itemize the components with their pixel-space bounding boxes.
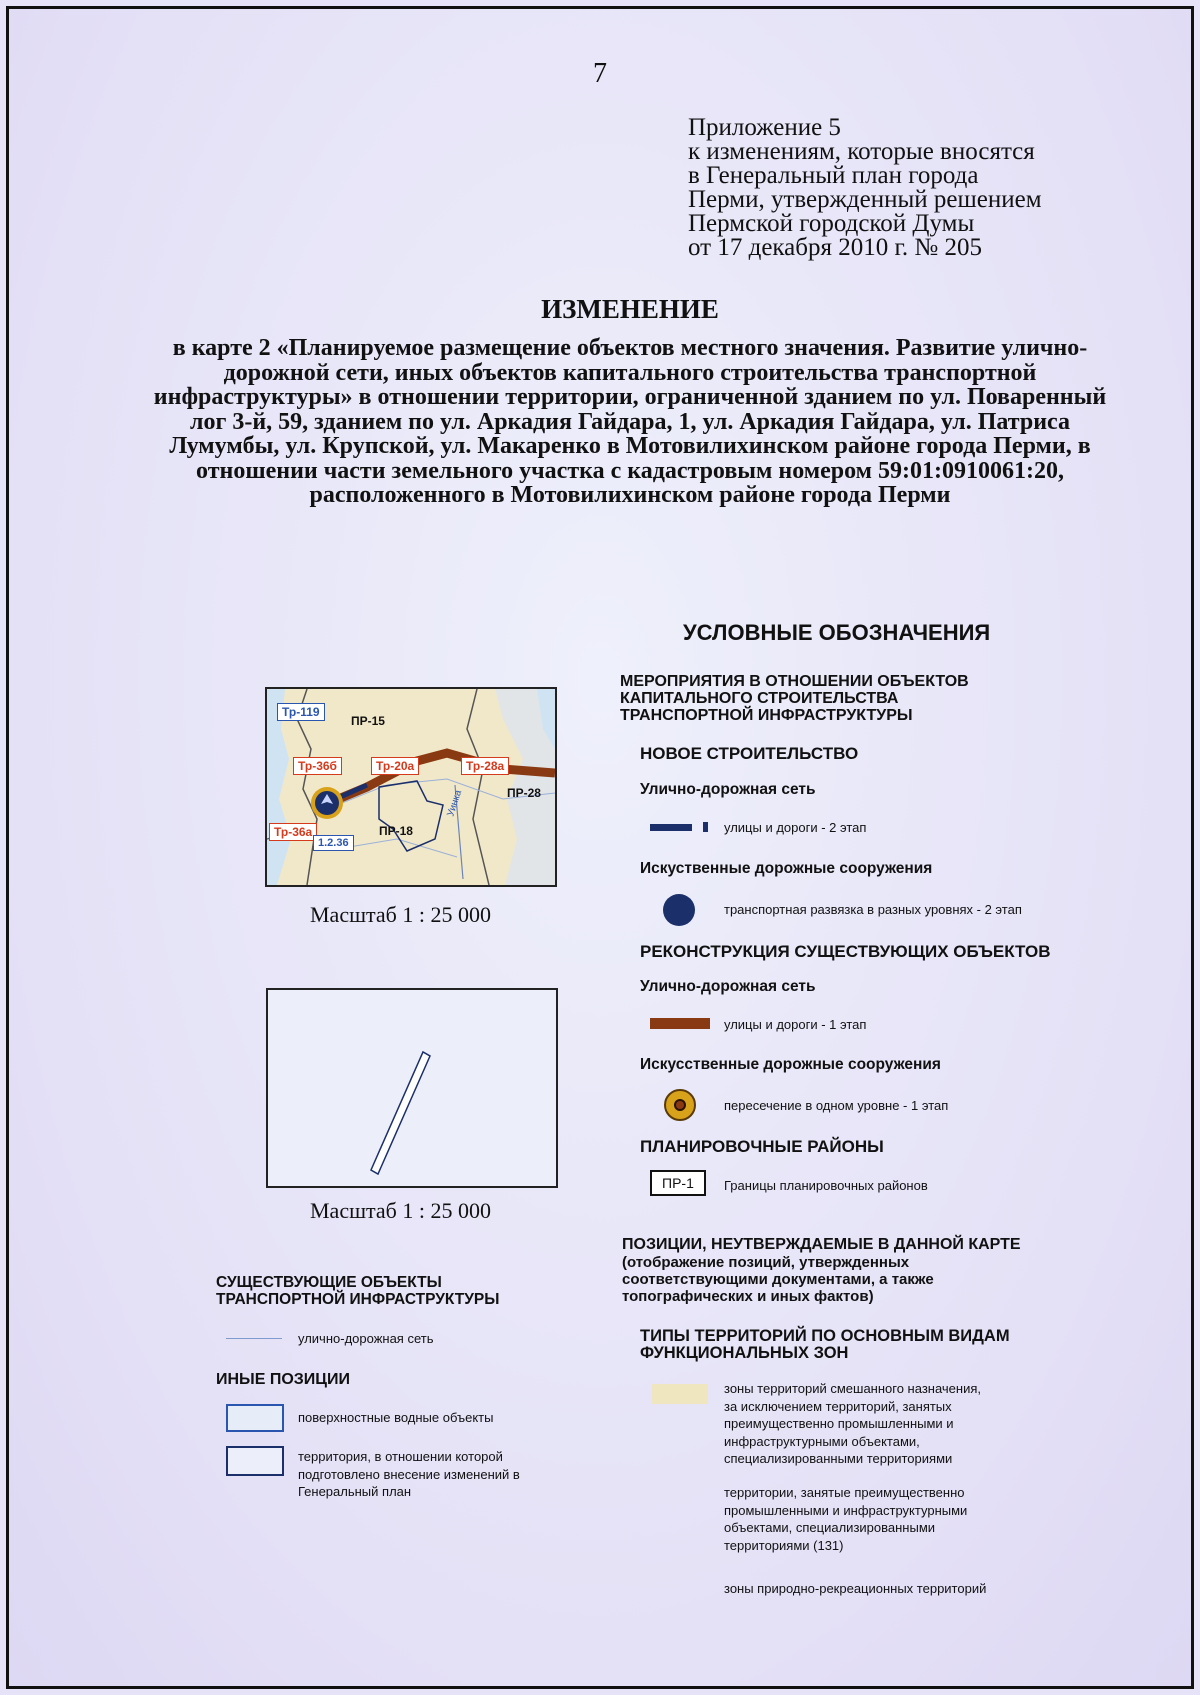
document-subtitle: в карте 2 «Планируемое размещение объектов местного значения. Развитие улично-дорожной сети, иных объектов капитального строительства транспортной инфраструктуры» в отношении территории, ограниченной зданием по ул. Поваренный лог 3-й, 59, зданием по ул. Аркадия Гайдара, 1, ул. Аркадия Гайдара, ул. Патриса Лумумбы, ул. Крупской, ул. Макаренко в Мотовилихинском районе города Перми, в отношении части земельного участка с кадастровым номером 59:01:0910061:20, расположенного в Мотовилихинском районе города Перми	[153, 335, 1107, 508]
label-code: 1.2.36	[313, 835, 354, 851]
interchange-icon	[663, 894, 695, 926]
legend-existing-network: улично-дорожная сеть	[298, 1331, 434, 1346]
appendix-line: Перми, утвержденный решением	[688, 186, 1042, 213]
legend-positions-heading: ПОЗИЦИИ, НЕУТВЕРЖДАЕМЫЕ В ДАННОЙ КАРТЕ	[622, 1236, 1021, 1253]
legend-artificial-structures: Искуственные дорожные сооружения	[640, 860, 933, 877]
legend-change-territory-swatch	[226, 1446, 284, 1476]
intersection-icon	[664, 1089, 696, 1121]
appendix-line: Пермской городской Думы	[688, 210, 975, 237]
map-scale: Масштаб 1 : 25 000	[310, 902, 491, 927]
legend-road-stage2-swatch	[703, 822, 708, 832]
legend-artificial-structures: Искусственные дорожные сооружения	[640, 1056, 941, 1073]
legend-road-stage2-swatch	[650, 824, 692, 831]
legend-interchange: транспортная развязка в разных уровнях - 2 этап	[724, 902, 1022, 917]
label-tr28a: Тр-28а	[461, 757, 509, 775]
legend-intersection: пересечение в одном уровне - 1 этап	[724, 1098, 949, 1113]
legend-recreation-zones: зоны природно-рекреационных территорий	[724, 1581, 987, 1596]
legend-industrial-zones: территории, занятые преимущественно промышленными и инфраструктурными объектами, специализированными территориями (131)	[724, 1485, 968, 1553]
legend-new-construction: НОВОЕ СТРОИТЕЛЬСТВО	[640, 744, 859, 763]
appendix-line: к изменениям, которые вносятся	[688, 138, 1035, 165]
label-pr15: ПР-15	[351, 714, 385, 728]
legend-planning-districts: ПЛАНИРОВОЧНЫЕ РАЙОНЫ	[640, 1137, 884, 1156]
legend-other-positions: ИНЫЕ ПОЗИЦИИ	[216, 1371, 350, 1388]
label-tr36a: Тр-36а	[269, 823, 317, 841]
legend-street-network: Улично-дорожная сеть	[640, 978, 816, 995]
legend-water-swatch	[226, 1404, 284, 1432]
legend-territory-types: ТИПЫ ТЕРРИТОРИЙ ПО ОСНОВНЫМ ВИДАМ ФУНКЦИОНАЛЬНЫХ ЗОН	[640, 1327, 1010, 1362]
label-tr119: Тр-119	[277, 703, 325, 721]
legend-title: УСЛОВНЫЕ ОБОЗНАЧЕНИЯ	[683, 620, 991, 645]
label-tr20a: Тр-20а	[371, 757, 419, 775]
label-tr36b: Тр-36б	[293, 757, 342, 775]
legend-reconstruction: РЕКОНСТРУКЦИЯ СУЩЕСТВУЮЩИХ ОБЪЕКТОВ	[640, 942, 1051, 961]
legend-streets-stage2: улицы и дороги - 2 этап	[724, 820, 867, 835]
map-scale: Масштаб 1 : 25 000	[310, 1198, 491, 1223]
legend-measures-heading: МЕРОПРИЯТИЯ В ОТНОШЕНИИ ОБЪЕКТОВ КАПИТАЛЬНОГО СТРОИТЕЛЬСТВА ТРАНСПОРТНОЙ ИНФРАСТРУКТУРЫ	[620, 673, 969, 724]
map-fragment-current	[265, 687, 557, 887]
map-fragment-changed	[266, 988, 558, 1188]
legend-road-stage1-swatch	[650, 1018, 710, 1029]
page-number: 7	[593, 58, 607, 89]
legend-pr-boundaries: Границы планировочных районов	[724, 1178, 928, 1193]
legend-existing-heading: СУЩЕСТВУЮЩИЕ ОБЪЕКТЫ ТРАНСПОРТНОЙ ИНФРАСТРУКТУРЫ	[216, 1274, 500, 1308]
legend-existing-network-swatch	[226, 1338, 282, 1339]
legend-pr-badge: ПР-1	[650, 1170, 706, 1196]
appendix-line: от 17 декабря 2010 г. № 205	[688, 234, 983, 261]
legend-mixed-zones: зоны территорий смешанного назначения, за исключением территорий, занятых преимущественно промышленными и инфраструктурными объектами, специализированными территориями	[724, 1381, 981, 1466]
legend-street-network: Улично-дорожная сеть	[640, 781, 816, 798]
legend-change-territory: территория, в отношении которой подготовлено внесение изменений в Генеральный план	[298, 1449, 520, 1499]
appendix-line: Приложение 5	[688, 114, 841, 141]
appendix-line: в Генеральный план города	[688, 162, 979, 189]
svg-text:Уинка: Уинка	[445, 788, 465, 818]
legend-positions-note: (отображение позиций, утвержденных соответствующими документами, а также топографических и иных фактов)	[622, 1254, 934, 1305]
appendix-block	[688, 116, 1042, 260]
map-drawing	[268, 990, 556, 1186]
legend-water-objects: поверхностные водные объекты	[298, 1410, 494, 1425]
label-pr18: ПР-18	[379, 824, 413, 838]
legend-streets-stage1: улицы и дороги - 1 этап	[724, 1017, 867, 1032]
label-pr28: ПР-28	[507, 786, 541, 800]
legend-mixed-zone-swatch	[652, 1384, 708, 1404]
document-heading: ИЗМЕНЕНИЕ	[541, 294, 719, 324]
